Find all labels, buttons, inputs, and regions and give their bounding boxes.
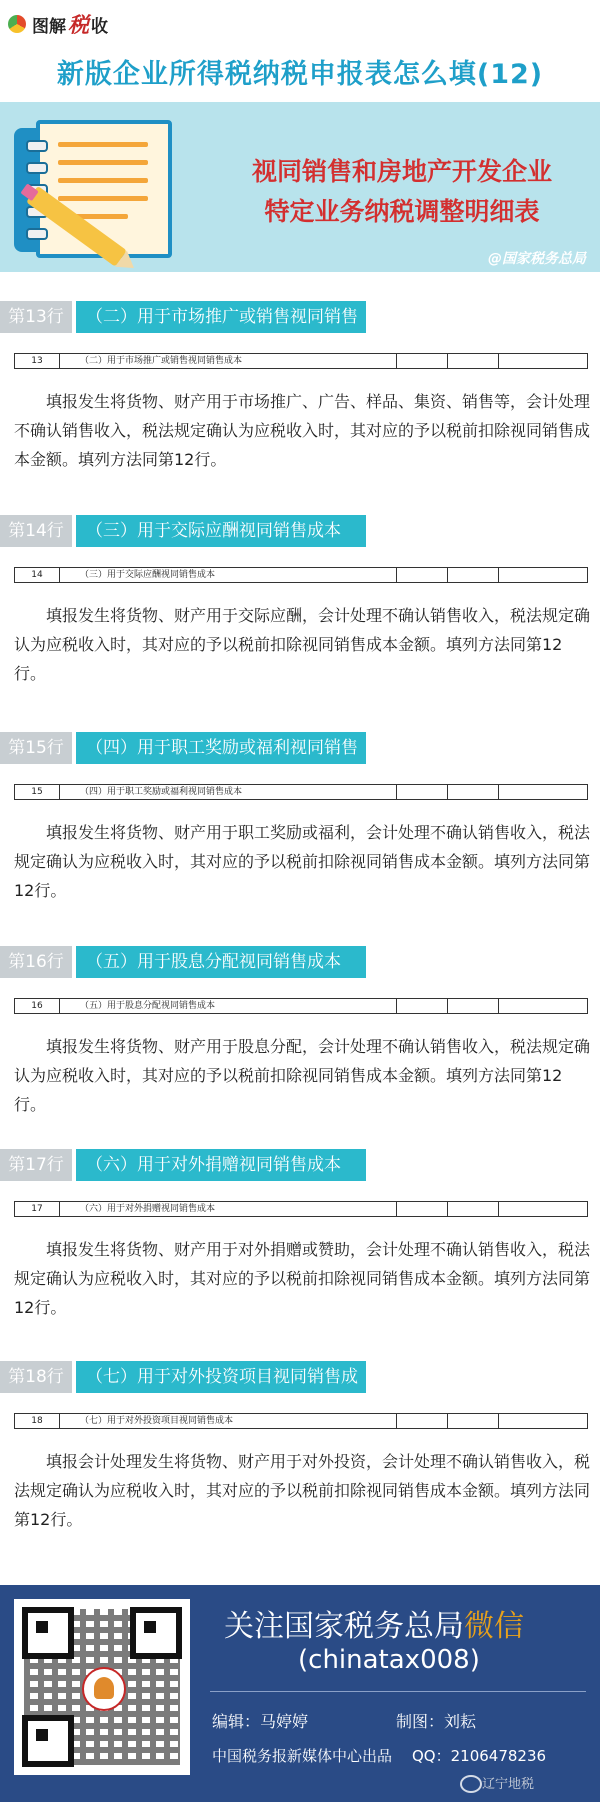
logo-text-1: 图解 — [32, 16, 66, 37]
table-row-item: （七）用于对外投资项目视同销售成本 — [60, 1414, 397, 1428]
logo-text-2: 税 — [68, 13, 89, 37]
notebook-pencil-icon — [14, 120, 164, 260]
logo-text-3: 收 — [91, 16, 108, 37]
footer — [0, 1585, 600, 1802]
table-row-item: （五）用于股息分配视同销售成本 — [60, 999, 397, 1013]
table-row-number: 16 — [15, 999, 60, 1013]
table-row-excerpt — [14, 1201, 588, 1217]
table-row-number: 14 — [15, 568, 60, 582]
page-title: 新版企业所得税纳税申报表怎么填(12) — [56, 59, 544, 90]
banner-credit: @国家税务总局 — [488, 251, 586, 267]
section-description: 填报发生将货物、财产用于交际应酬，会计处理不确认销售收入，税法规定确认为应税收入时，其对应的予以税前扣除视同销售成本金额。填列方法同第12行。 — [14, 606, 591, 683]
table-row-excerpt — [14, 353, 588, 369]
emblem-icon — [82, 1667, 126, 1711]
row-title: （五）用于股息分配视同销售成本 — [76, 946, 366, 978]
row-label: 第15行 — [0, 732, 72, 764]
section-row-13 — [0, 301, 600, 469]
section-description: 填报发生将货物、财产用于市场推广、广告、样品、集资、销售等，会计处理不确认销售收入，税法规定确认为应税收入时，其对应的予以税前扣除视同销售成本金额。填列方法同第12行。 — [14, 392, 591, 469]
logo-icon — [8, 15, 26, 33]
table-row-excerpt — [14, 784, 588, 800]
row-label: 第16行 — [0, 946, 72, 978]
section-row-16 — [0, 946, 600, 1114]
section-description: 填报发生将货物、财产用于职工奖励或福利，会计处理不确认销售收入，税法规定确认为应税收入时，其对应的予以税前扣除视同销售成本金额。填列方法同第12行。 — [14, 823, 591, 900]
table-row-excerpt — [14, 1413, 588, 1429]
section-description: 填报发生将货物、财产用于对外捐赠或赞助，会计处理不确认销售收入，税法规定确认为应税收入时，其对应的予以税前扣除视同销售成本金额。填列方法同第12行。 — [14, 1240, 591, 1317]
watermark-text: 辽宁地税 — [482, 1777, 535, 1792]
row-title: （六）用于对外捐赠视同销售成本 — [76, 1149, 366, 1181]
table-row-item: （二）用于市场推广或销售视同销售成本 — [60, 354, 397, 368]
banner-title-line1: 视同销售和房地产开发企业 — [251, 157, 552, 186]
section-row-14 — [0, 515, 600, 683]
table-row-excerpt — [14, 567, 588, 583]
wechat-handle: (chinatax008) — [298, 1645, 480, 1675]
drawing-credit: 制图：刘耘 — [396, 1712, 477, 1731]
follow-text: 关注国家税务总局微信 — [224, 1609, 524, 1644]
section-header — [0, 732, 600, 790]
section-row-17 — [0, 1149, 600, 1317]
banner-title-line2: 特定业务纳税调整明细表 — [264, 197, 540, 226]
section-description: 填报会计处理发生将货物、财产用于对外投资，会计处理不确认销售收入，税法规定确认为应税收入时，其对应的予以税前扣除视同销售成本金额。填列方法同第12行。 — [14, 1452, 591, 1529]
table-row-number: 15 — [15, 785, 60, 799]
row-title: （四）用于职工奖励或福利视同销售成本 — [76, 732, 366, 764]
row-label: 第13行 — [0, 301, 72, 333]
table-row-excerpt — [14, 998, 588, 1014]
table-row-item: （三）用于交际应酬视同销售成本 — [60, 568, 397, 582]
section-header — [0, 515, 600, 547]
publisher-credit: 中国税务报新媒体中心出品 — [212, 1747, 393, 1765]
wechat-icon — [460, 1775, 482, 1793]
table-row-number: 18 — [15, 1414, 60, 1428]
footer-divider — [210, 1691, 586, 1692]
section-row-18 — [0, 1361, 600, 1529]
qq-number: QQ：2106478236 — [412, 1747, 547, 1765]
row-title: （七）用于对外投资项目视同销售成本 — [76, 1361, 366, 1393]
qr-code — [14, 1599, 190, 1775]
row-label: 第18行 — [0, 1361, 72, 1393]
section-header — [0, 301, 600, 359]
row-label: 第17行 — [0, 1149, 72, 1181]
section-description: 填报发生将货物、财产用于股息分配，会计处理不确认销售收入，税法规定确认为应税收入时，其对应的予以税前扣除视同销售成本金额。填列方法同第12行。 — [14, 1037, 591, 1114]
table-row-item: （六）用于对外捐赠视同销售成本 — [60, 1202, 397, 1216]
banner — [0, 102, 600, 272]
row-label: 第14行 — [0, 515, 72, 547]
row-title: （二）用于市场推广或销售视同销售成本 — [76, 301, 366, 333]
table-row-number: 17 — [15, 1202, 60, 1216]
table-row-item: （四）用于职工奖励或福利视同销售成本 — [60, 785, 397, 799]
section-header — [0, 1361, 600, 1419]
section-header — [0, 946, 600, 978]
editor-credit: 编辑：马婷婷 — [212, 1712, 309, 1731]
brand-logo — [8, 8, 108, 40]
section-header — [0, 1149, 600, 1181]
table-row-number: 13 — [15, 354, 60, 368]
section-row-15 — [0, 732, 600, 900]
row-title: （三）用于交际应酬视同销售成本 — [76, 515, 366, 547]
